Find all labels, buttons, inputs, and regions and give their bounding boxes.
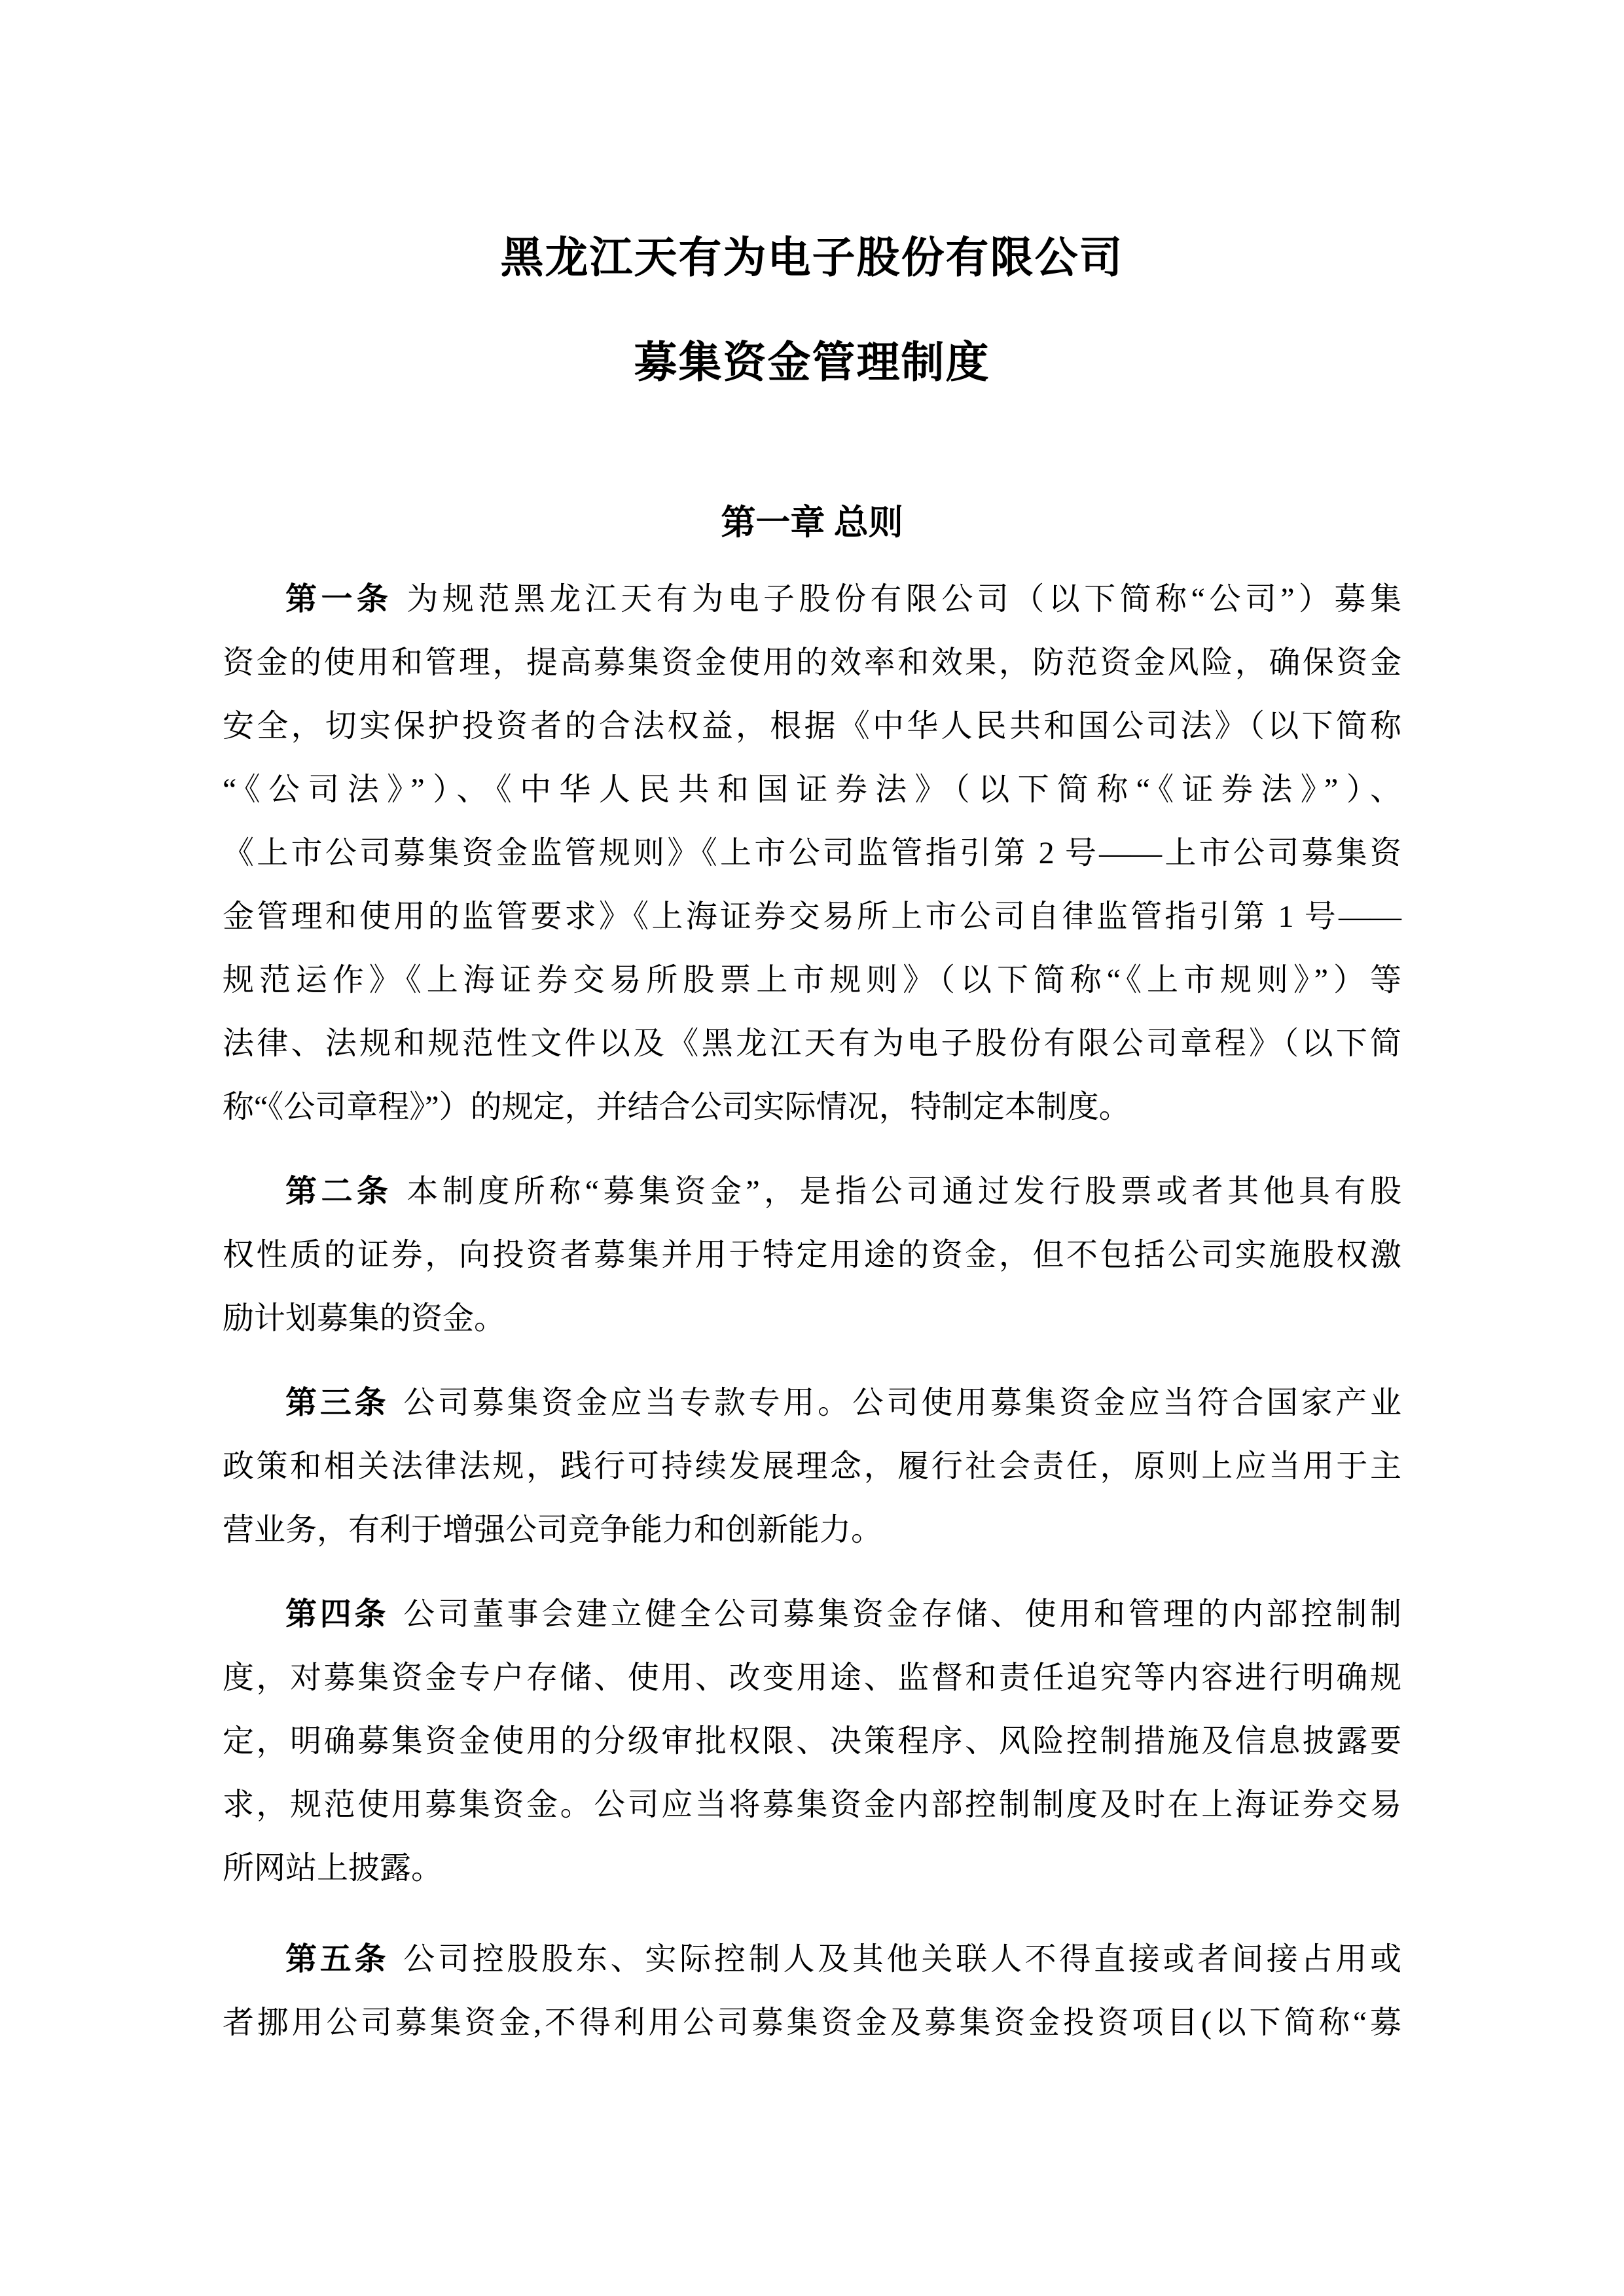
text-line: 求，规范使用募集资金。公司应当将募集资金内部控制制度及时在上海证券交易 — [223, 1787, 1401, 1822]
article-number: 第五条 — [285, 1942, 389, 1977]
paragraph — [223, 567, 1401, 1139]
paragraph — [223, 1371, 1401, 1562]
chapter-heading: 第一章 总则 — [721, 504, 903, 542]
text-line: 励计划募集的资金。 — [223, 1301, 506, 1336]
document-title: 黑龙江天有为电子股份有限公司 — [500, 234, 1124, 282]
paragraph — [223, 1928, 1401, 2054]
article-number: 第一条 — [285, 582, 393, 617]
document-body — [223, 567, 1401, 2054]
text-line: 资金的使用和管理，提高募集资金使用的效率和效果，防范资金风险，确保资金 — [223, 645, 1401, 680]
text-line: 安全，切实保护投资者的合法权益，根据《中华人民共和国公司法》（以下简称 — [223, 709, 1401, 744]
paragraph — [223, 1583, 1401, 1900]
text-line: 第五条 公司控股股东、实际控制人及其他关联人不得直接或者间接占用或 — [285, 1942, 1401, 1977]
text-line: 《上市公司募集资金监管规则》《上市公司监管指引第 2 号——上市公司募集资 — [223, 836, 1401, 870]
article-number: 第三条 — [285, 1386, 389, 1420]
text-line: 者挪用公司募集资金,不得利用公司募集资金及募集资金投资项目(以下简称“募 — [223, 2005, 1401, 2040]
paragraph — [223, 1160, 1401, 1350]
text-line: “《公司法》”）、《中华人民共和国证券法》（以下简称“《证券法》”）、 — [223, 772, 1401, 807]
article-number: 第二条 — [285, 1174, 393, 1209]
text-line: 度，对募集资金专户存储、使用、改变用途、监督和责任追究等内容进行明确规 — [223, 1660, 1401, 1695]
text-line: 权性质的证券，向投资者募集并用于特定用途的资金，但不包括公司实施股权激 — [223, 1238, 1401, 1272]
text-line: 营业务，有利于增强公司竞争能力和创新能力。 — [223, 1513, 883, 1547]
text-line: 规范运作》《上海证券交易所股票上市规则》（以下简称“《上市规则》”）等 — [223, 963, 1401, 997]
text-line: 第一条 为规范黑龙江天有为电子股份有限公司（以下简称“公司”）募集 — [285, 582, 1401, 617]
text-line: 第二条 本制度所称“募集资金”，是指公司通过发行股票或者其他具有股 — [285, 1174, 1401, 1209]
text-line: 金管理和使用的监管要求》《上海证券交易所上市公司自律监管指引第 1 号—— — [223, 899, 1401, 934]
text-line: 所网站上披露。 — [223, 1851, 443, 1886]
article-number: 第四条 — [285, 1597, 389, 1632]
text-line: 第四条 公司董事会建立健全公司募集资金存储、使用和管理的内部控制制 — [285, 1597, 1401, 1632]
text-line: 称“《公司章程》”）的规定，并结合公司实际情况，特制定本制度。 — [223, 1090, 1130, 1124]
text-line: 政策和相关法律法规，践行可持续发展理念，履行社会责任，原则上应当用于主 — [223, 1449, 1401, 1484]
text-line: 第三条 公司募集资金应当专款专用。公司使用募集资金应当符合国家产业 — [285, 1386, 1401, 1420]
text-line: 法律、法规和规范性文件以及《黑龙江天有为电子股份有限公司章程》（以下简 — [223, 1026, 1401, 1061]
text-line: 定，明确募集资金使用的分级审批权限、决策程序、风险控制措施及信息披露要 — [223, 1724, 1401, 1759]
document-subtitle: 募集资金管理制度 — [634, 339, 990, 387]
